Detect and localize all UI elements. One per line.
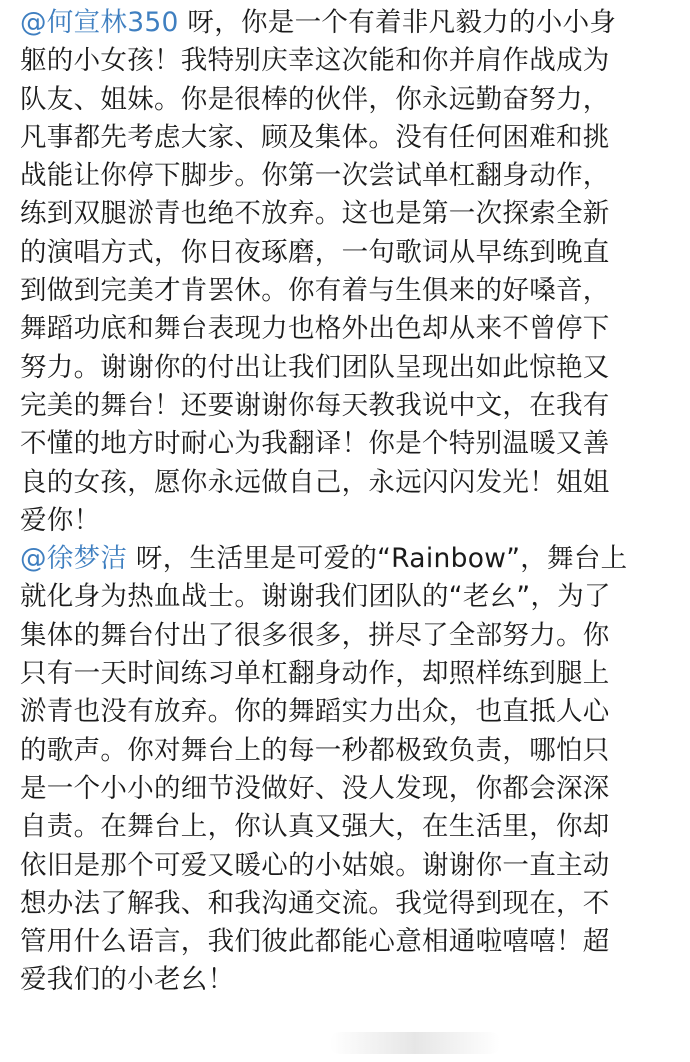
text-line: 爱你！ (20, 504, 101, 536)
text-line: 爱我们的小老幺！ (20, 964, 235, 996)
text-line: 战能让你停下脚步。你第一次尝试单杠翻身动作， (20, 160, 610, 192)
text-line: 是一个小小的细节没做好、没人发现，你都会深深 (20, 772, 610, 804)
mention-link[interactable]: @何宣林350 (20, 7, 179, 38)
text-line: 管用什么语言，我们彼此都能心意相通啦嘻嘻！超 (20, 926, 610, 958)
text-line: 淤青也没有放弃。你的舞蹈实力出众，也直抵人心 (20, 696, 610, 728)
text-line: 良的女孩，愿你永远做自己，永远闪闪发光！姐姐 (20, 466, 610, 498)
text-line: 自责。在舞台上，你认真又强大，在生活里，你却 (20, 811, 610, 843)
text-line: 努力。谢谢你的付出让我们团队呈现出如此惊艳又 (20, 351, 610, 383)
text-line: 凡事都先考虑大家、顾及集体。没有任何困难和挑 (20, 121, 610, 153)
text-line: 完美的舞台！还要谢谢你每天教我说中文，在我有 (20, 389, 610, 421)
text-line: 集体的舞台付出了很多很多，拼尽了全部努力。你 (20, 619, 610, 651)
paragraph-1 (20, 4, 680, 540)
text-line: 到做到完美才肯罢休。你有着与生俱来的好嗓音， (20, 275, 610, 307)
paragraph-2 (20, 540, 680, 1000)
text-line (20, 540, 680, 578)
text-line: 队友、姐妹。你是很棒的伙伴，你永远勤奋努力， (20, 83, 610, 115)
text-line: 依旧是那个可爱又暖心的小姑娘。谢谢你一直主动 (20, 849, 610, 881)
text-line: 舞蹈功底和舞台表现力也格外出色却从来不曾停下 (20, 313, 610, 345)
text-line: 的演唱方式，你日夜琢磨，一句歌词从早练到晚直 (20, 236, 610, 268)
text-line (20, 4, 680, 42)
mention-link[interactable]: @徐梦洁 (20, 543, 128, 575)
text-line: 只有一天时间练习单杠翻身动作，却照样练到腿上 (20, 658, 610, 690)
text-line: 想办法了解我、和我沟通交流。我觉得到现在，不 (20, 887, 610, 919)
watermark-overlay (330, 1032, 500, 1054)
text-segment: 呀，你是一个有着非凡毅力的小小身 (178, 7, 617, 38)
text-line: 练到双腿淤青也绝不放弃。这也是第一次探索全新 (20, 198, 610, 230)
text-segment: 呀，生活里是可爱的“Rainbow”，舞台上 (127, 543, 628, 575)
text-line: 的歌声。你对舞台上的每一秒都极致负责，哪怕只 (20, 734, 610, 766)
post-body (20, 4, 680, 1000)
text-line: 躯的小女孩！我特别庆幸这次能和你并肩作战成为 (20, 45, 610, 77)
text-line: 不懂的地方时耐心为我翻译！你是个特别温暖又善 (20, 428, 610, 460)
text-line: 就化身为热血战士。谢谢我们团队的“老幺”，为了 (20, 581, 611, 613)
